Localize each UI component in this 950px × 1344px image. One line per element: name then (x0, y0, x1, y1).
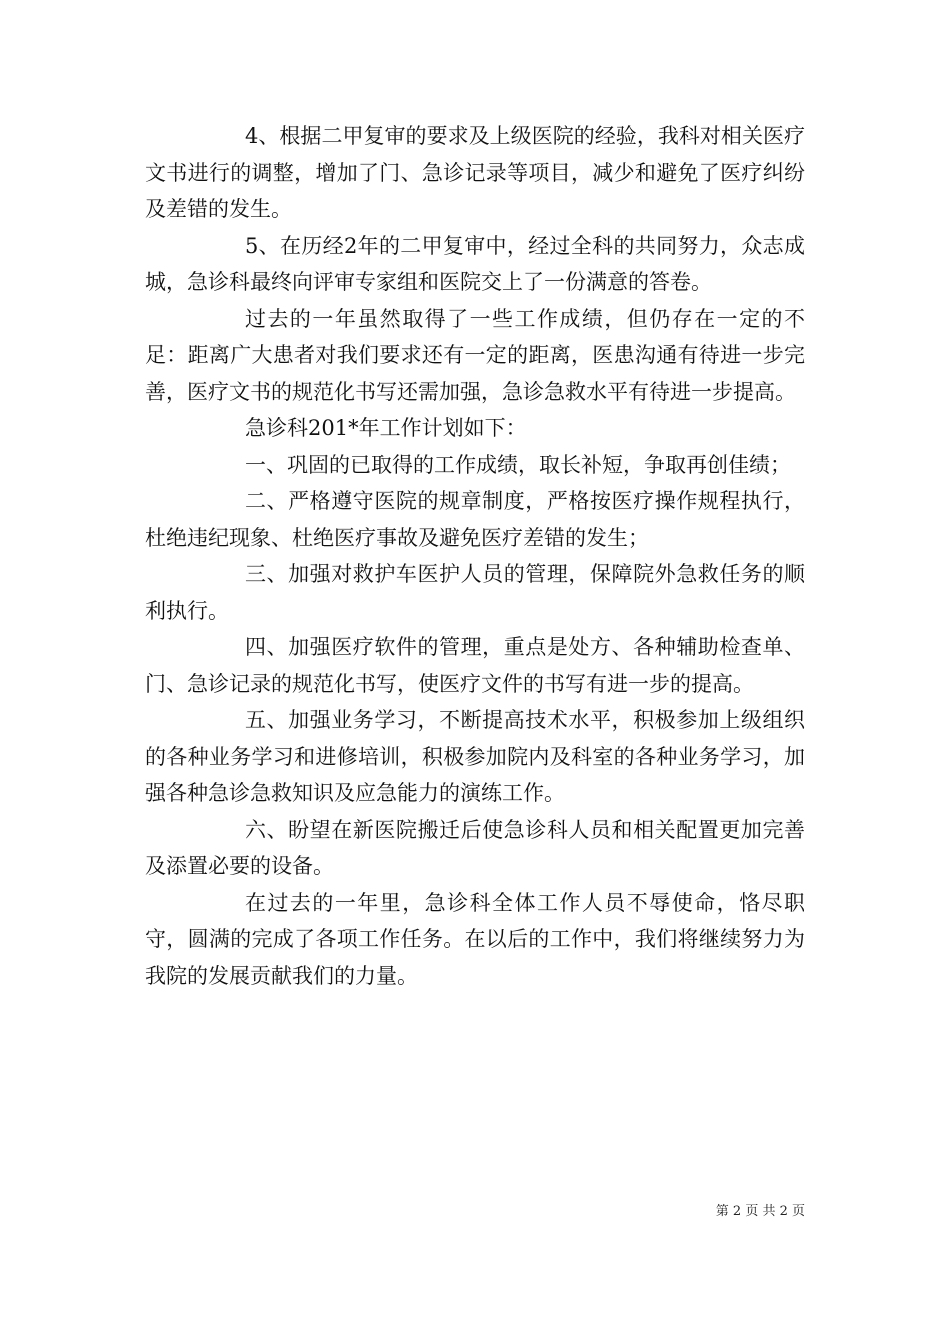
paragraph-5-review-result: 5、在历经2年的二甲复审中，经过全科的共同努力，众志成城，急诊科最终向评审专家组和医院交上了一份满意的答卷。 (145, 233, 805, 294)
page-number-footer: 第 2 页 共 2 页 (715, 1204, 805, 1219)
paragraph-shortcomings: 过去的一年虽然取得了一些工作成绩，但仍存在一定的不足：距离广大患者对我们要求还有一定的距离，医患沟通有待进一步完善，医疗文书的规范化书写还需加强，急诊急救水平有待进一步提高。 (145, 306, 805, 404)
plan-item-6: 六、盼望在新医院搬迁后使急诊科人员和相关配置更加完善及添置必要的设备。 (145, 817, 805, 878)
plan-item-2: 二、严格遵守医院的规章制度，严格按医疗操作规程执行，杜绝违纪现象、杜绝医疗事故及避免医疗差错的发生； (145, 489, 805, 550)
paragraph-4-medical-records: 4、根据二甲复审的要求及上级医院的经验，我科对相关医疗文书进行的调整，增加了门、急诊记录等项目，减少和避免了医疗纠纷及差错的发生。 (145, 124, 805, 221)
document-body (145, 118, 805, 994)
plan-item-5: 五、加强业务学习，不断提高技术水平，积极参加上级组织的各种业务学习和进修培训，积极参加院内及科室的各种业务学习，加强各种急诊急救知识及应急能力的演练工作。 (145, 708, 805, 805)
paragraph-conclusion: 在过去的一年里，急诊科全体工作人员不辱使命，恪尽职守，圆满的完成了各项工作任务。在以后的工作中，我们将继续努力为我院的发展贡献我们的力量。 (145, 890, 805, 988)
plan-item-3: 三、加强对救护车医护人员的管理，保障院外急救任务的顺利执行。 (145, 562, 805, 623)
plan-item-1: 一、巩固的已取得的工作成绩，取长补短，争取再创佳绩； (245, 452, 791, 477)
paragraph-plan-heading: 急诊科201*年工作计划如下： (245, 416, 527, 440)
plan-item-4: 四、加强医疗软件的管理，重点是处方、各种辅助检查单、门、急诊记录的规范化书写，使医疗文件的书写有进一步的提高。 (145, 635, 805, 696)
